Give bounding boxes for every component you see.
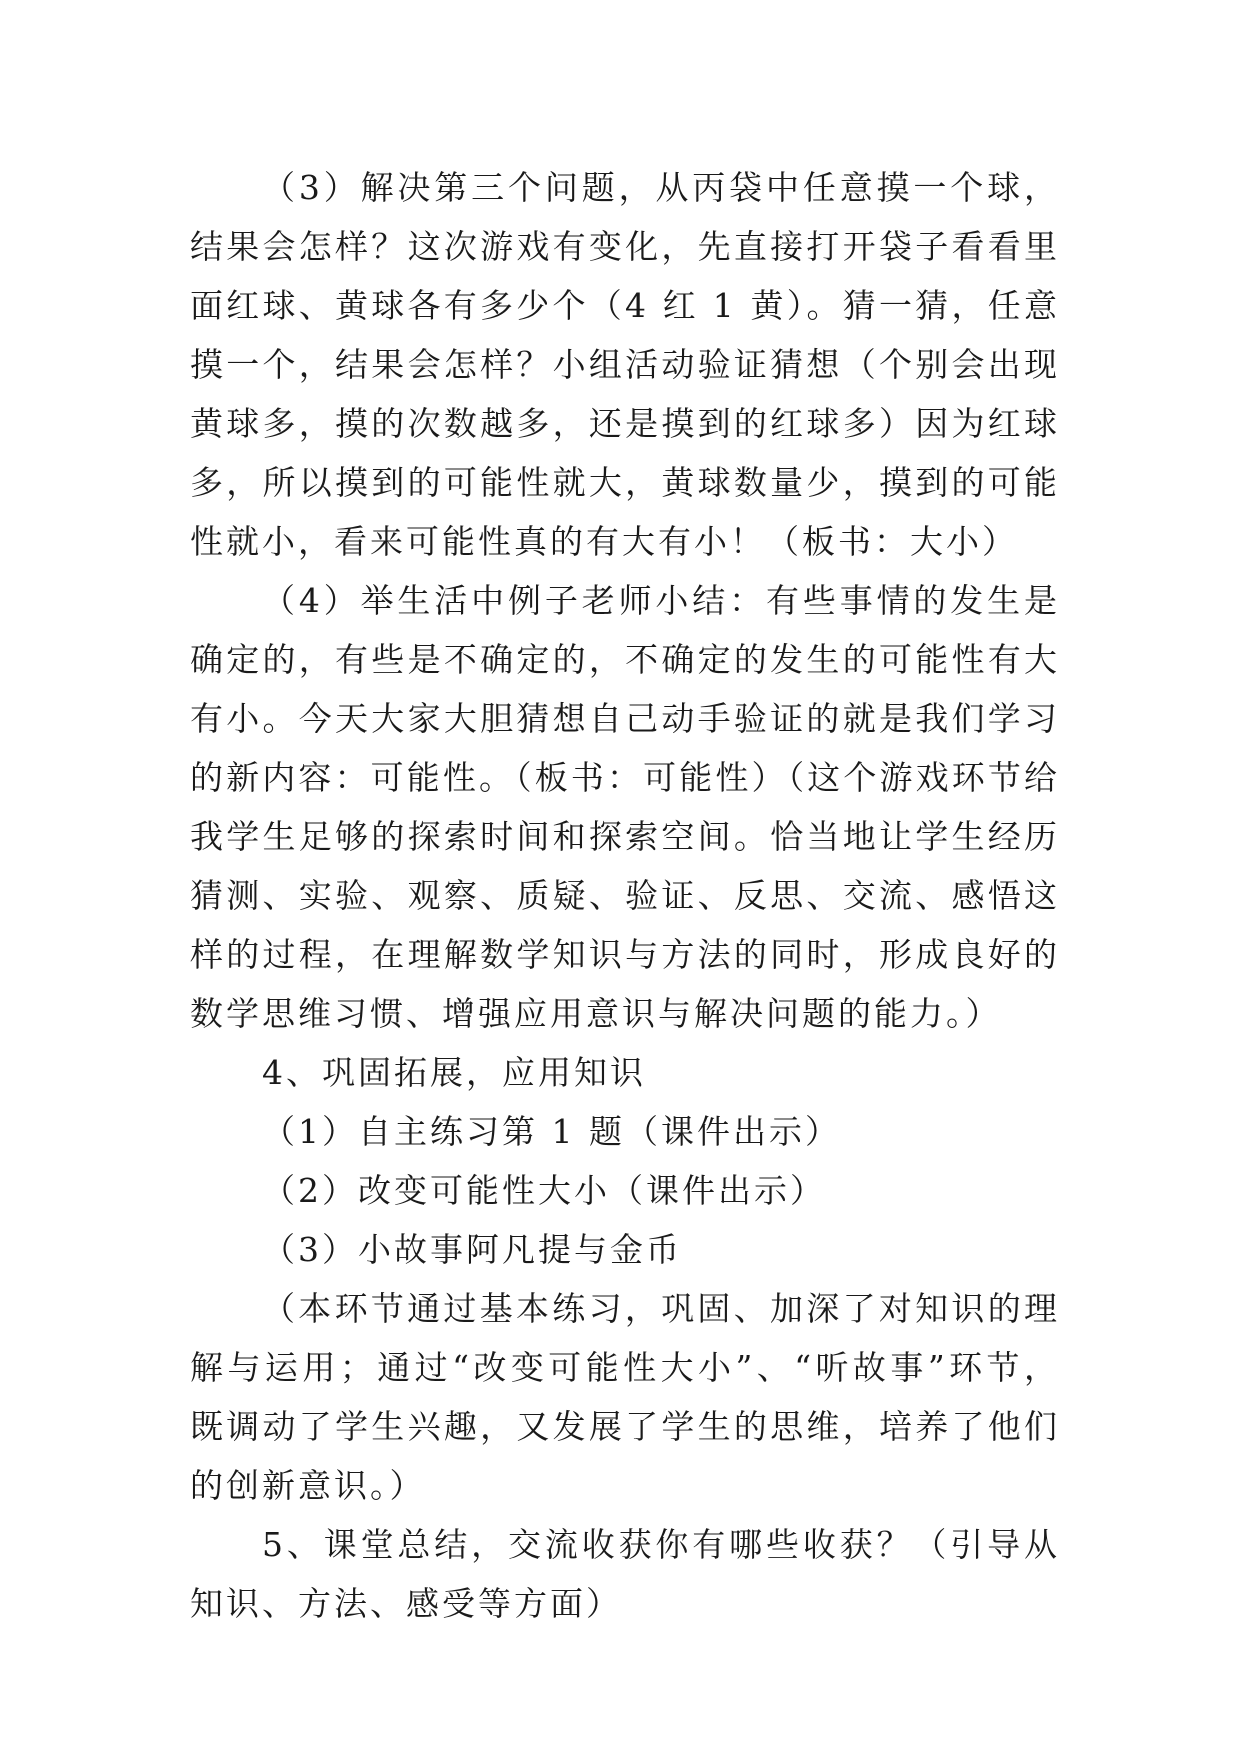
paragraph-step-4-summary: （4）举生活中例子老师小结：有些事情的发生是确定的，有些是不确定的，不确定的发生的可能性有大有小。今天大家大胆猜想自己动手验证的就是我们学习的新内容：可能性。（板书：可能性）（这个游戏环节给我学生足够的探索时间和探索空间。恰当地让学生经历猜测、实验、观察、质疑、验证、反思、交流、感悟这样的过程，在理解数学知识与方法的同时，形成良好的数学思维习惯、增强应用意识与解决问题的能力。） [190, 581, 1060, 1033]
section-heading-consolidate: 4、巩固拓展，应用知识 [262, 1053, 646, 1092]
list-item-change-probability: （2）改变可能性大小（课件出示） [262, 1171, 826, 1210]
paragraph-section-note: （本环节通过基本练习，巩固、加深了对知识的理解与运用；通过“改变可能性大小”、“听故事”环节，既调动了学生兴趣，又发展了学生的思维，培养了他们的创新意识。） [190, 1289, 1060, 1505]
section-heading-summary: 5、课堂总结，交流收获你有哪些收获？（引导从知识、方法、感受等方面） [190, 1525, 1060, 1623]
list-item-story: （3）小故事阿凡提与金币 [262, 1230, 682, 1269]
list-item-exercise-1: （1）自主练习第 1 题（课件出示） [262, 1112, 841, 1151]
paragraph-step-3: （3）解决第三个问题，从丙袋中任意摸一个球，结果会怎样？这次游戏有变化，先直接打开袋子看看里面红球、黄球各有多少个（4 红 1 黄）。猜一猜，任意摸一个，结果会怎样？小组活动验证猜想（个别会出现黄球多，摸的次数越多，还是摸到的红球多）因为红球多，所以摸到的可能性就大，黄球数量少，摸到的可能性就小，看来可能性真的有大有小！（板书：大小） [190, 168, 1060, 561]
document-body [190, 158, 1060, 1633]
